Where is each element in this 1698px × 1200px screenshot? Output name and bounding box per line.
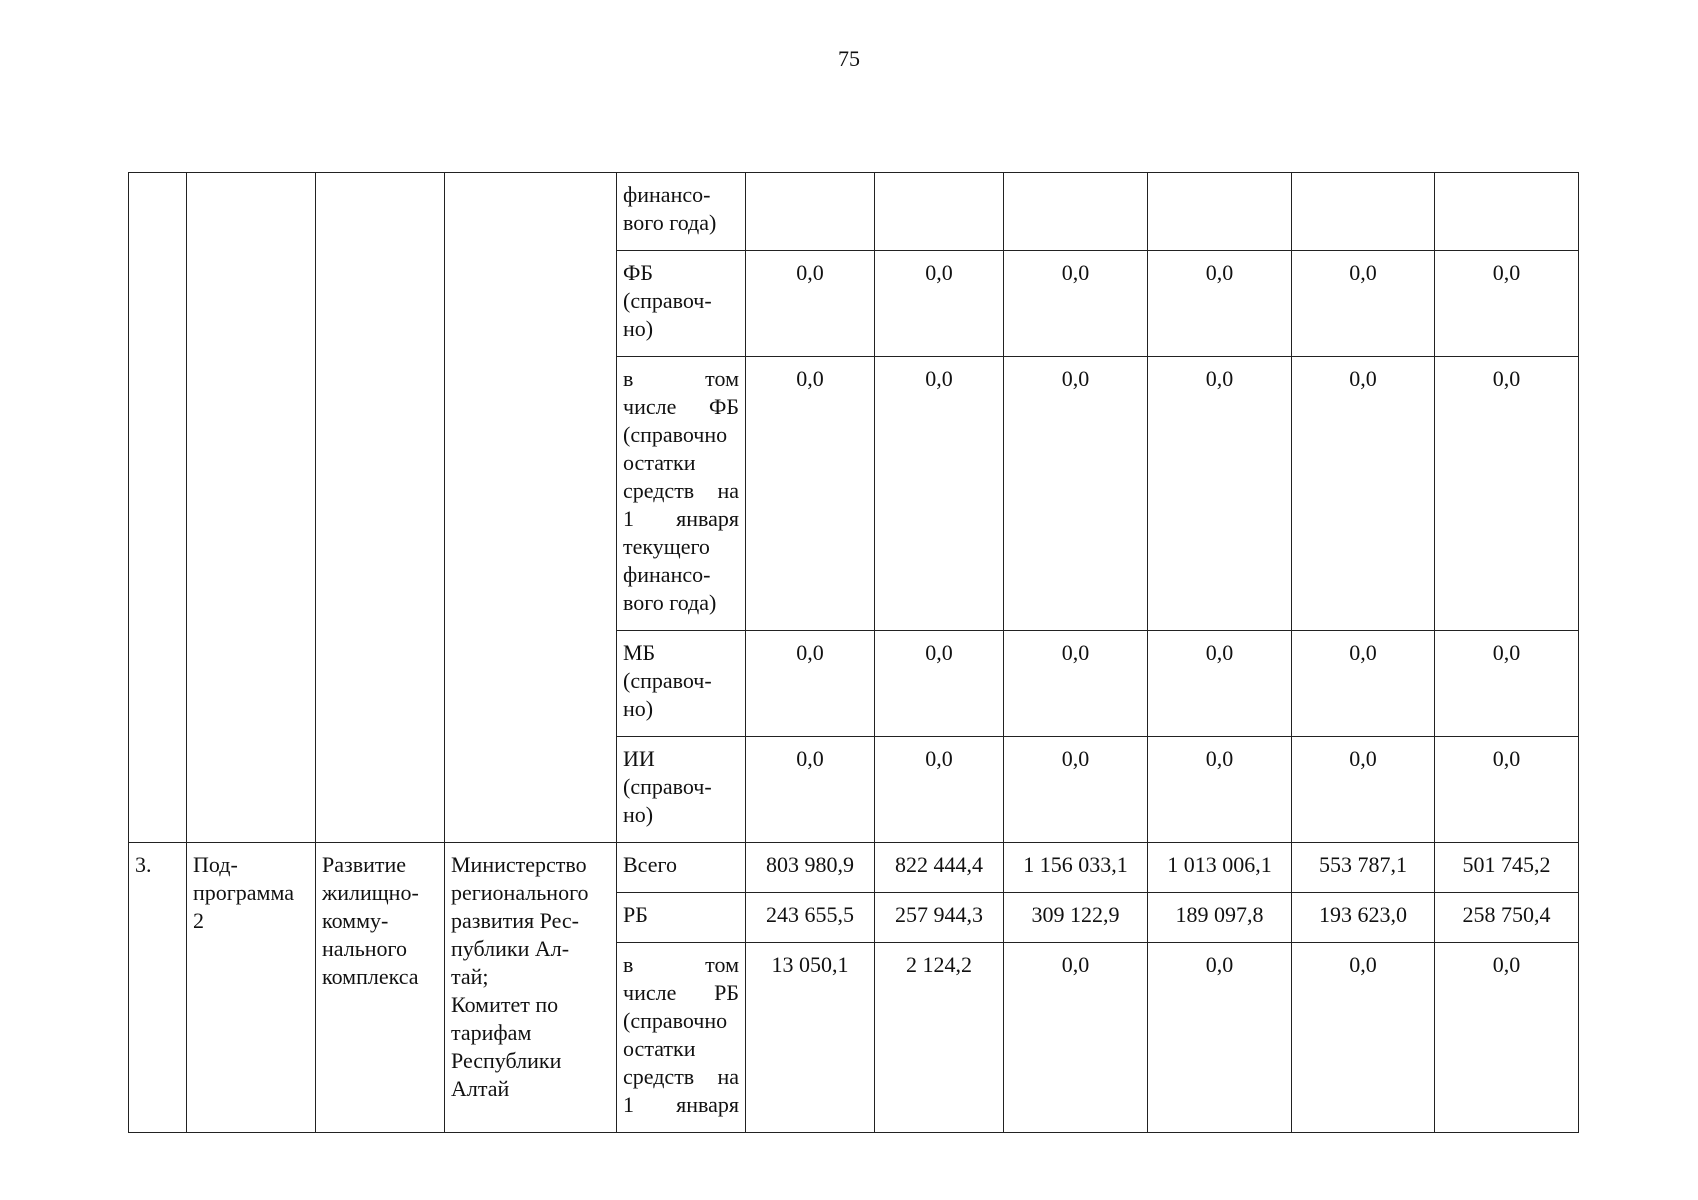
value-cell: 193 623,0 — [1292, 893, 1435, 943]
value-cell: 0,0 — [1292, 357, 1435, 631]
source-word: января — [676, 506, 739, 531]
source-line: текущего — [623, 534, 710, 559]
value-cell: 0,0 — [746, 737, 875, 843]
funding-source-cell: Всего — [617, 843, 746, 893]
value-cell — [1292, 173, 1435, 251]
source-word: 1 — [623, 506, 634, 531]
source-word: на — [717, 1064, 739, 1089]
value-cell: 0,0 — [746, 631, 875, 737]
value-cell: 0,0 — [875, 631, 1004, 737]
source-word: том — [705, 366, 739, 391]
value-cell: 0,0 — [1435, 251, 1579, 357]
value-cell — [1148, 173, 1292, 251]
executor-cell: Министерство регионального развития Рес- публики Ал- тай; Комитет по тарифам Республики Алтай — [445, 843, 617, 1133]
source-line: остатки — [623, 450, 696, 475]
source-line: (справочно — [623, 1008, 728, 1033]
value-cell: 257 944,3 — [875, 893, 1004, 943]
funding-source-cell — [617, 357, 746, 631]
value-cell: 0,0 — [746, 251, 875, 357]
value-cell: 0,0 — [746, 357, 875, 631]
source-line — [623, 979, 739, 1007]
value-cell: 258 750,4 — [1435, 893, 1579, 943]
value-cell: 0,0 — [1004, 251, 1148, 357]
value-cell: 553 787,1 — [1292, 843, 1435, 893]
value-cell: 0,0 — [1148, 631, 1292, 737]
table-row — [129, 843, 1579, 893]
value-cell: 0,0 — [1435, 943, 1579, 1133]
value-cell: 0,0 — [875, 251, 1004, 357]
source-word: средств — [623, 478, 695, 503]
funding-source-cell: МБ (справоч- но) — [617, 631, 746, 737]
source-line — [623, 1063, 739, 1091]
type-cell-empty — [187, 173, 316, 843]
row-number-cell: 3. — [129, 843, 187, 1133]
source-line — [623, 477, 739, 505]
value-cell: 0,0 — [1148, 251, 1292, 357]
source-word: числе — [623, 394, 677, 419]
value-cell — [875, 173, 1004, 251]
value-cell: 0,0 — [1292, 943, 1435, 1133]
source-line — [623, 393, 739, 421]
value-cell: 1 156 033,1 — [1004, 843, 1148, 893]
value-cell: 0,0 — [1004, 737, 1148, 843]
value-cell: 189 097,8 — [1148, 893, 1292, 943]
value-cell — [1004, 173, 1148, 251]
number-cell-empty — [129, 173, 187, 843]
value-cell: 822 444,4 — [875, 843, 1004, 893]
funding-source-cell: ФБ (справоч- но) — [617, 251, 746, 357]
source-line — [623, 951, 739, 979]
value-cell: 0,0 — [1004, 631, 1148, 737]
funding-source-cell: ИИ (справоч- но) — [617, 737, 746, 843]
value-cell: 803 980,9 — [746, 843, 875, 893]
table-row — [129, 173, 1579, 251]
source-line: остатки — [623, 1036, 696, 1061]
value-cell: 0,0 — [1148, 357, 1292, 631]
budget-table — [128, 172, 1579, 1133]
source-line: (справочно — [623, 422, 728, 447]
value-cell: 0,0 — [875, 737, 1004, 843]
value-cell — [746, 173, 875, 251]
value-cell: 0,0 — [1004, 357, 1148, 631]
page-number: 75 — [838, 46, 860, 71]
source-line — [623, 1091, 739, 1119]
subprogram-type-cell: Под- программа 2 — [187, 843, 316, 1133]
subprogram-name-cell: Развитие жилищно- комму- нального комплекса — [316, 843, 445, 1133]
value-cell: 2 124,2 — [875, 943, 1004, 1133]
source-word: ФБ — [708, 394, 739, 419]
source-word: 1 — [623, 1092, 634, 1117]
value-cell: 0,0 — [1148, 737, 1292, 843]
value-cell: 243 655,5 — [746, 893, 875, 943]
value-cell: 0,0 — [1435, 631, 1579, 737]
source-line — [623, 365, 739, 393]
value-cell: 0,0 — [1292, 631, 1435, 737]
executor-cell-empty — [445, 173, 617, 843]
source-word: января — [676, 1092, 739, 1117]
value-cell: 0,0 — [875, 357, 1004, 631]
source-word: средств — [623, 1064, 695, 1089]
value-cell: 501 745,2 — [1435, 843, 1579, 893]
source-line: вого года) — [623, 590, 717, 615]
funding-source-cell — [617, 943, 746, 1133]
source-word: на — [717, 478, 739, 503]
source-word: числе — [623, 980, 677, 1005]
value-cell: 0,0 — [1435, 737, 1579, 843]
funding-source-cell: РБ — [617, 893, 746, 943]
source-line — [623, 505, 739, 533]
funding-source-cell: финансо- вого года) — [617, 173, 746, 251]
value-cell: 1 013 006,1 — [1148, 843, 1292, 893]
source-line: финансо- — [623, 562, 711, 587]
value-cell: 0,0 — [1435, 357, 1579, 631]
value-cell: 0,0 — [1292, 737, 1435, 843]
value-cell — [1435, 173, 1579, 251]
source-word: РБ — [714, 980, 739, 1005]
source-word: в — [623, 952, 634, 977]
value-cell: 0,0 — [1004, 943, 1148, 1133]
value-cell: 309 122,9 — [1004, 893, 1148, 943]
source-word: в — [623, 366, 634, 391]
value-cell: 0,0 — [1292, 251, 1435, 357]
name-cell-empty — [316, 173, 445, 843]
source-word: том — [705, 952, 739, 977]
value-cell: 0,0 — [1148, 943, 1292, 1133]
value-cell: 13 050,1 — [746, 943, 875, 1133]
